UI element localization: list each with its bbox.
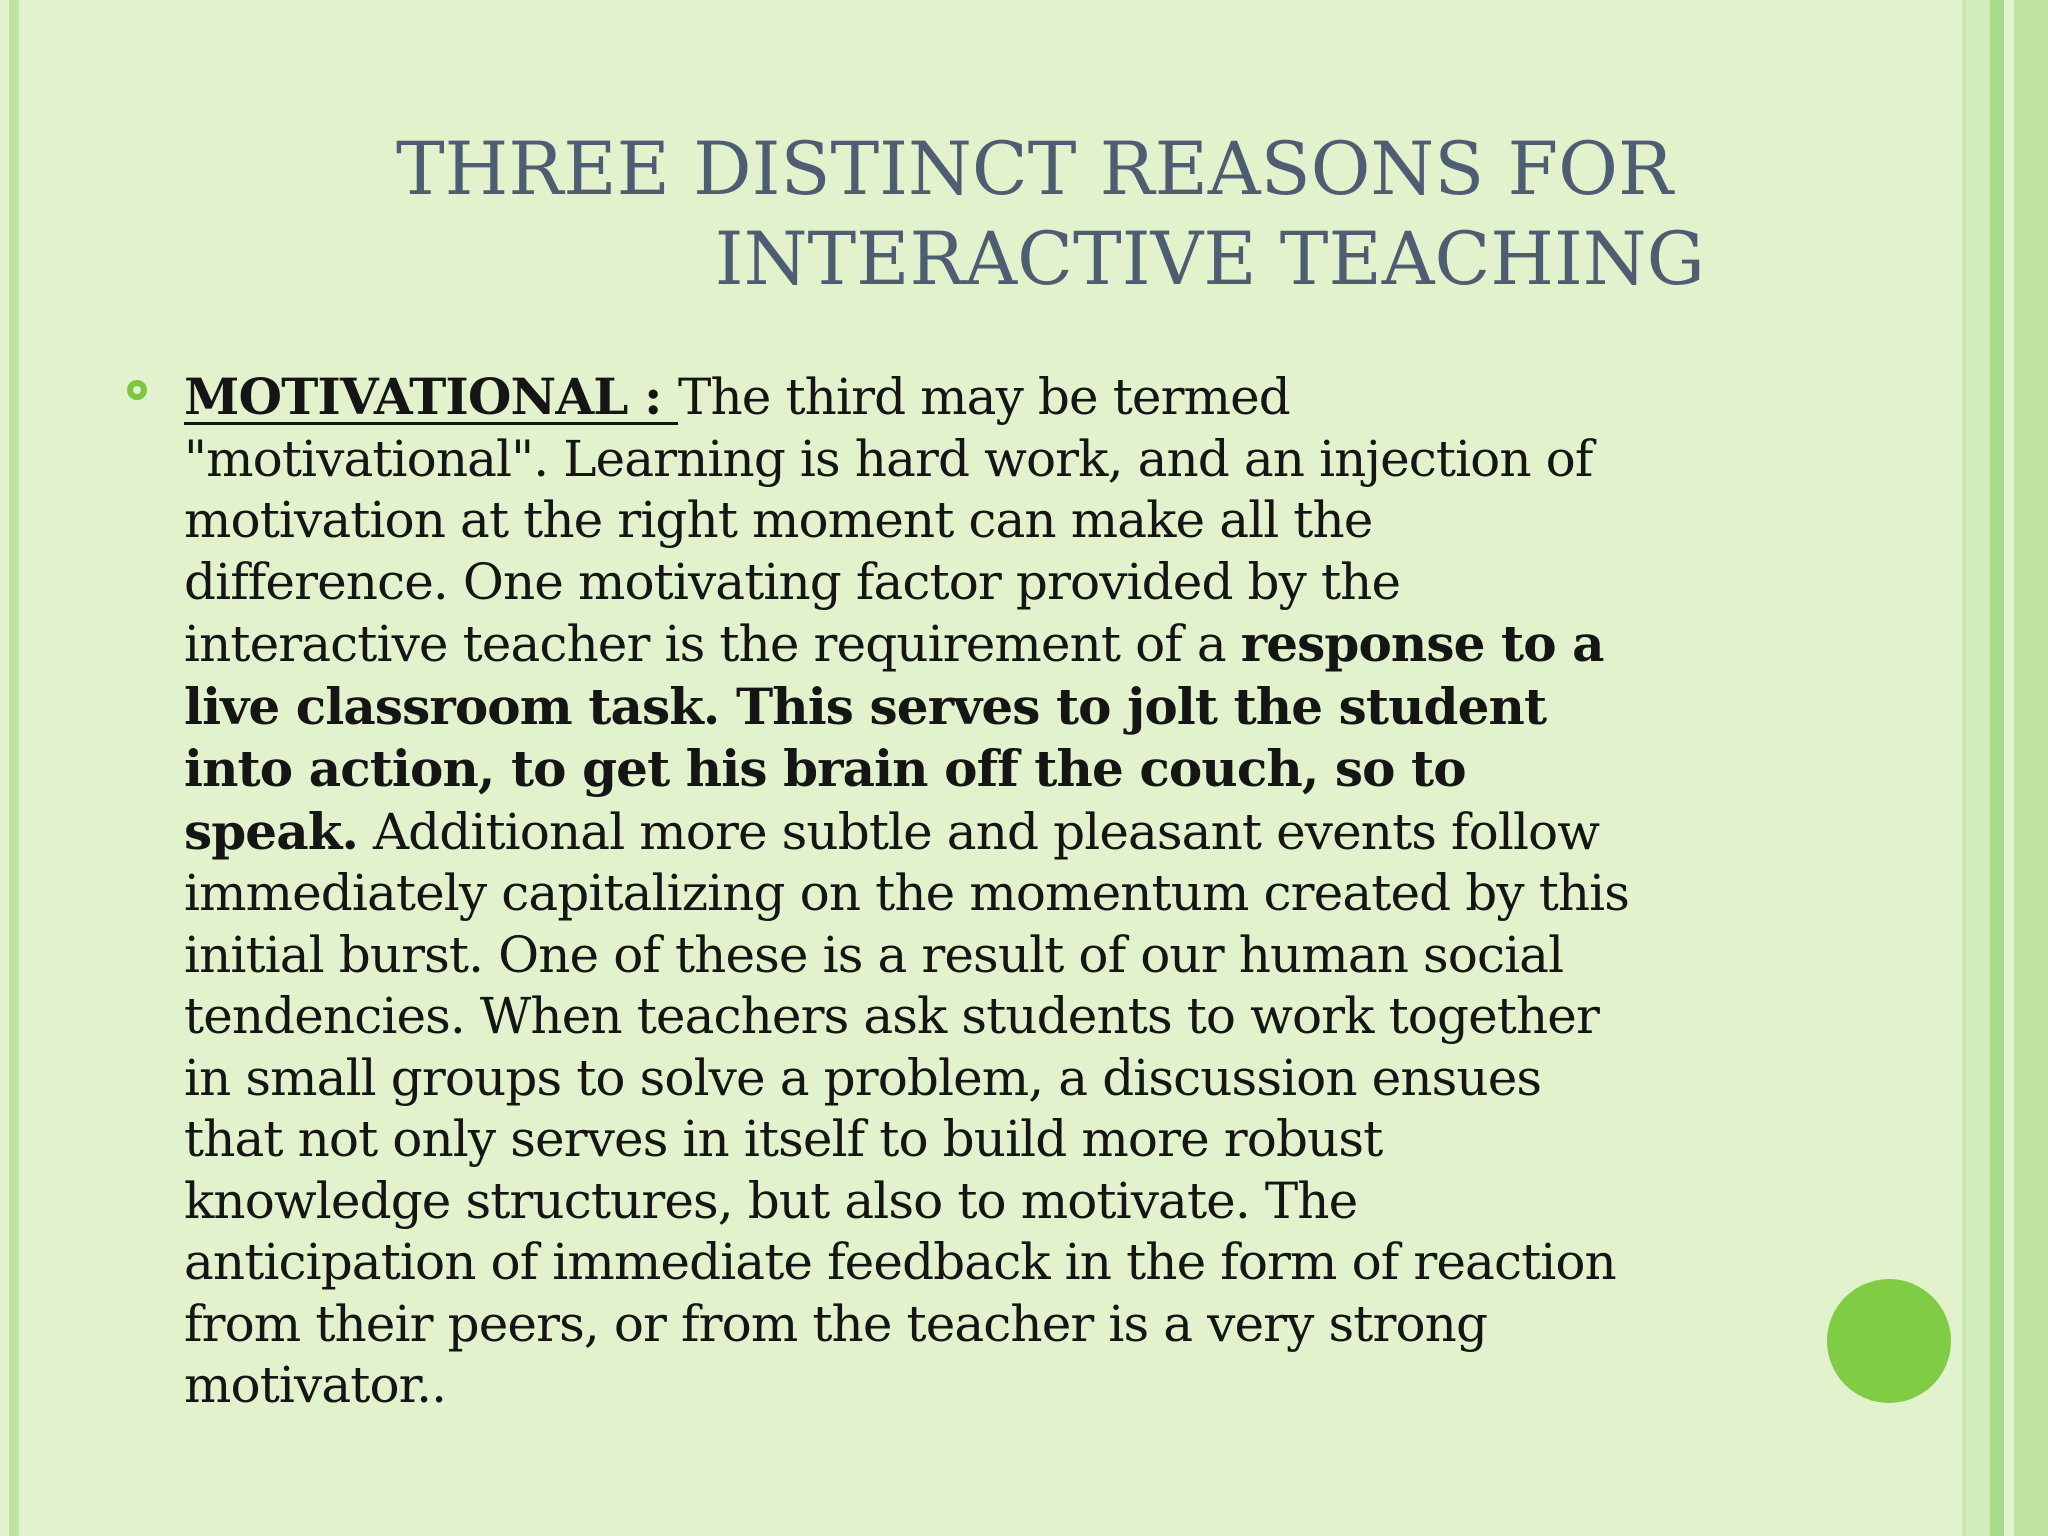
bullet-text: that not only serves in itself to build more robust [184,1110,1383,1168]
bullet-text: immediately capitalizing on the momentum created by this [184,864,1630,922]
bullet-text: "motivational". Learning is hard work, and an injection of [184,429,1593,488]
bullet-text: in small groups to solve a problem, a discussion ensues [184,1048,1542,1107]
slide-title [260,125,1705,305]
bullet-text: motivator.. [184,1356,447,1414]
bullet-ring-icon [127,380,147,400]
right-decorative-stripe [1990,0,2004,1536]
bullet-emphasis-text: into action, to get his brain off the couch, so to [184,739,1466,798]
bullet-emphasis-text: live classroom task. This serves to jolt the student [184,676,1547,736]
right-decorative-stripe [2004,0,2014,1536]
bullet-text: from their peers, or from the teacher is a very strong [184,1294,1488,1353]
bullet-emphasis-text: response to a [1240,614,1604,673]
bullet-paragraph [184,366,1764,1417]
bullet-text: motivation at the right moment can make all the [184,491,1373,549]
bullet-lead-term: MOTIVATIONAL : [184,367,679,426]
right-decorative-band [1966,0,1990,1536]
left-decorative-stripe [9,0,19,1536]
bullet-text: tendencies. When teachers ask students to work together [184,987,1599,1045]
bullet-text: initial burst. One of these is a result of our human social [184,925,1564,984]
bullet-emphasis-text: speak. [184,801,358,861]
bullet-text: The third may be termed [678,368,1290,426]
slide-title-line-2: INTERACTIVE TEACHING [714,217,1705,302]
bullet-text: knowledge structures, but also to motivate. The [184,1171,1358,1230]
bullet-text: anticipation of immediate feedback in the form of reaction [184,1233,1616,1291]
bullet-text: difference. One motivating factor provided by the [184,552,1401,611]
green-circle-decoration [1827,1279,1951,1403]
right-decorative-stripe [2014,0,2048,1536]
bullet-text: Additional more subtle and pleasant events follow [357,802,1600,861]
bullet-text: interactive teacher is the requirement of a [184,615,1241,673]
slide-title-line-1: THREE DISTINCT REASONS FOR [395,127,1673,212]
